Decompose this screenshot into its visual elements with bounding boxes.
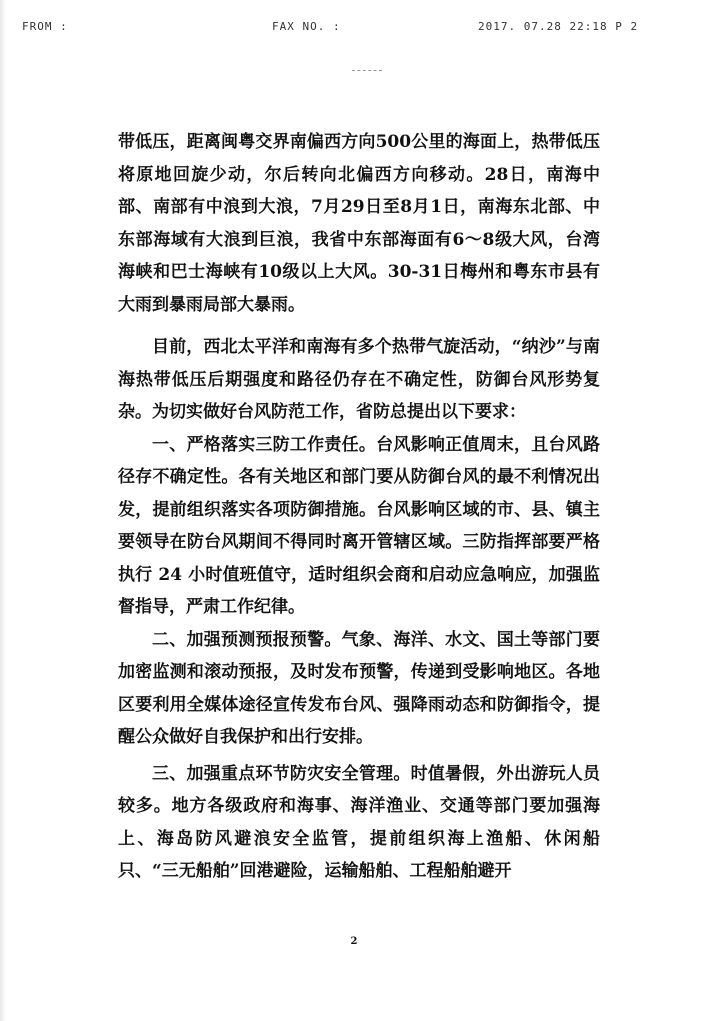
fax-header	[0, 20, 718, 40]
paragraph-requirement-3	[118, 758, 600, 888]
paragraph-requirement-1	[118, 429, 600, 624]
paragraph-text: 气象、海洋、水文、国土等部门要加密监测和滚动预报，及时发布预警，传递到受影响地区。各地区要利用全媒体途径宣传发布台风、强降雨动态和防御指令，提醒公众做好自我保护和出行安排。	[118, 629, 601, 747]
paragraph-text: 带低压，距离闽粤交界南偏西方向500公里的海面上，热带低压将原地回旋少动，尔后转向北偏西方向移动。28日，南海中部、南部有中浪到大浪，7月29日至8月1日，南海东北部、中东部海域有大浪到巨浪，我省中东部海面有6～8级大风，台湾海峡和巴士海峡有10级以上大风。30-31日梅州和粤东市县有大雨到暴雨局部大暴雨。	[118, 132, 600, 315]
fax-number-label: FAX NO. :	[272, 20, 341, 33]
document-body	[118, 126, 600, 888]
requirement-heading: 一、严格落实三防工作责任。	[152, 434, 377, 455]
requirement-heading: 三、加强重点环节防灾安全管理。	[152, 763, 411, 784]
requirement-heading: 二、加强预测预报预警。	[152, 629, 342, 650]
paragraph-requirement-2	[118, 624, 600, 754]
page-number: 2	[350, 936, 358, 947]
fax-date-time-page: 2017. 07.28 22:18 P 2	[478, 20, 639, 33]
scan-smudge	[352, 70, 382, 73]
paragraph-text: 台风影响正值周末，且台风路径存不确定性。各有关地区和部门要从防御台风的最不利情况出发，提前组织落实各项防御措施。台风影响区域的市、县、镇主要领导在防台风期间不得同时离开管辖区域。三防指挥部要严格执行 24 小时值班值守，适时组织会商和启动应急响应，加强监督指导，严肃工作纪律。	[118, 434, 601, 617]
paragraph-text: 目前，西北太平洋和南海有多个热带气旋活动，“纳沙”与南海热带低压后期强度和路径仍存在不确定性，防御台风形势复杂。为切实做好台风防范工作，省防总提出以下要求：	[118, 337, 600, 422]
paragraph-continuation	[118, 126, 600, 321]
paragraph-intro	[118, 331, 600, 429]
scan-edge	[0, 0, 6, 1021]
paragraph-text: 时值暑假，外出游玩人员较多。地方各级政府和海事、海洋渔业、交通等部门要加强海上、海岛防风避浪安全监管，提前组织海上渔船、休闲船只、“三无船舶”回港避险，运输船舶、工程船舶避开	[118, 763, 601, 881]
fax-from-label: FROM :	[22, 20, 68, 33]
